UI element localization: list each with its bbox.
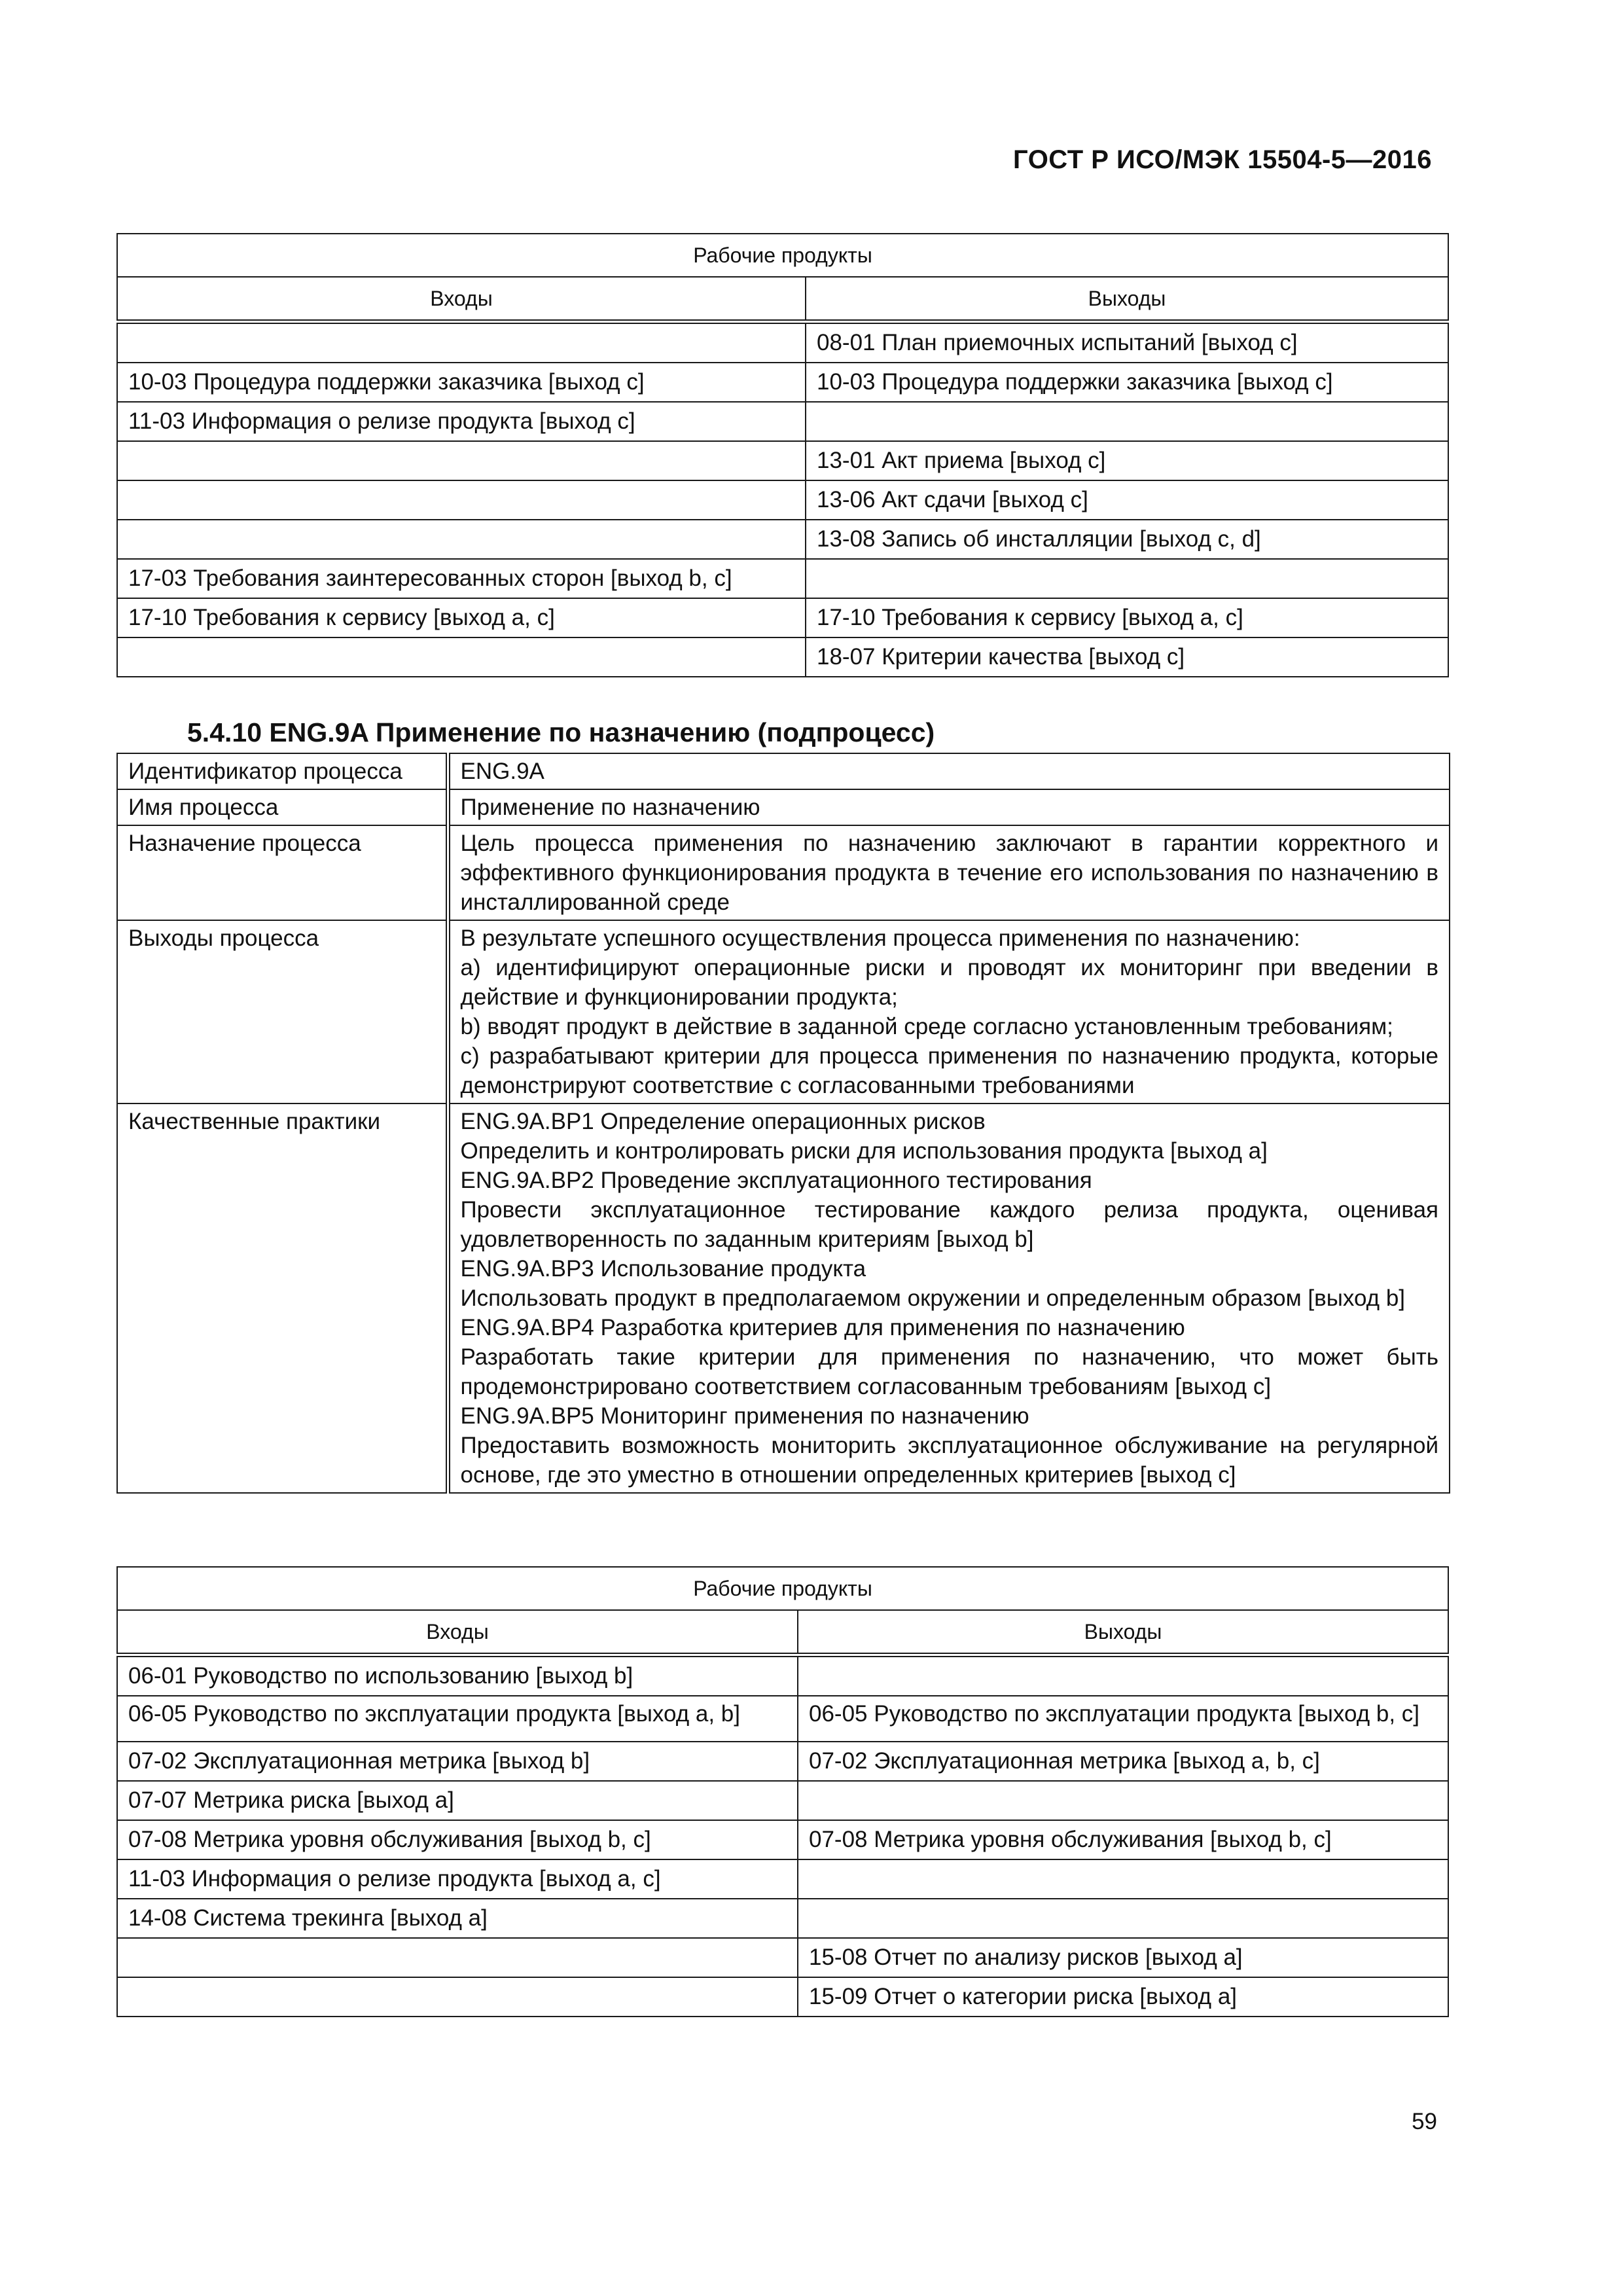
table-row [117,402,1448,441]
process-name-row [117,789,1450,825]
process-purpose-row [117,825,1450,920]
table-row [117,637,1448,677]
practice-description: Провести эксплуатационное тестирование каждого релиза продукта, оценивая удовлетворенность по заданным критериям [выход b] [460,1197,1438,1252]
output-cell: 18-07 Критерии качества [выход c] [806,637,1448,677]
input-cell: 10-03 Процедура поддержки заказчика [выход c] [117,363,806,402]
column-header-inputs: Входы [117,1610,798,1655]
input-cell [117,322,806,363]
outcome-item: c) разрабатывают критерии для процесса применения по назначению продукта, которые демонстрируют соответствие с согласованными требованиями [460,1043,1438,1098]
practice-title: ENG.9A.BP1 Определение операционных рисков [460,1109,986,1134]
practice-title: ENG.9A.BP4 Разработка критериев для применения по назначению [460,1315,1185,1340]
input-cell: 06-05 Руководство по эксплуатации продукта [выход a, b] [117,1696,798,1742]
input-cell: 11-03 Информация о релизе продукта [выход a, c] [117,1859,798,1899]
outcomes-intro: В результате успешного осуществления процесса применения по назначению: [460,925,1300,951]
process-practices-value [448,1103,1450,1493]
table-row [117,480,1448,520]
output-cell [798,1899,1448,1938]
output-cell: 15-09 Отчет о категории риска [выход a] [798,1977,1448,2017]
section-title: 5.4.10 ENG.9A Применение по назначению (подпроцесс) [187,717,935,747]
process-name-value: Применение по назначению [448,789,1450,825]
output-cell: 17-10 Требования к сервису [выход a, c] [806,598,1448,637]
process-table [116,753,1450,1494]
table-row [117,520,1448,559]
output-cell: 10-03 Процедура поддержки заказчика [выход c] [806,363,1448,402]
input-cell [117,480,806,520]
input-cell: 14-08 Система трекинга [выход a] [117,1899,798,1938]
input-cell [117,441,806,480]
table-caption: Рабочие продукты [117,234,1448,277]
input-cell: 11-03 Информация о релизе продукта [выход c] [117,402,806,441]
practice-title: ENG.9A.BP3 Использование продукта [460,1256,866,1282]
table-row [117,1820,1448,1859]
table-row [117,1977,1448,2017]
table-caption: Рабочие продукты [117,1567,1448,1610]
output-cell [806,559,1448,598]
output-cell: 07-02 Эксплуатационная метрика [выход a, b, c] [798,1742,1448,1781]
input-cell [117,1977,798,2017]
column-header-outputs: Выходы [806,277,1448,322]
input-cell [117,637,806,677]
input-cell: 07-08 Метрика уровня обслуживания [выход b, c] [117,1820,798,1859]
output-cell [798,1655,1448,1696]
table-row [117,441,1448,480]
practice-description: Использовать продукт в предполагаемом окружении и определенным образом [выход b] [460,1285,1406,1311]
table-row [117,1938,1448,1977]
output-cell: 06-05 Руководство по эксплуатации продукта [выход b, c] [798,1696,1448,1742]
page-number: 59 [1412,2109,1437,2134]
input-cell: 07-07 Метрика риска [выход a] [117,1781,798,1820]
process-outcomes-label: Выходы процесса [117,920,448,1103]
process-name-label: Имя процесса [117,789,448,825]
output-cell: 07-08 Метрика уровня обслуживания [выход b, c] [798,1820,1448,1859]
process-id-value: ENG.9A [448,753,1450,789]
work-products-table-1 [116,233,1449,677]
table-row [117,1899,1448,1938]
output-cell: 08-01 План приемочных испытаний [выход c] [806,322,1448,363]
output-cell [798,1859,1448,1899]
input-cell: 06-01 Руководство по использованию [выход b] [117,1655,798,1696]
input-cell [117,1938,798,1977]
process-purpose-label: Назначение процесса [117,825,448,920]
table-row [117,363,1448,402]
practice-title: ENG.9A.BP2 Проведение эксплуатационного тестирования [460,1168,1092,1193]
outcome-item: b) вводят продукт в действие в заданной среде согласно установленным требованиям; [460,1014,1393,1039]
column-header-outputs: Выходы [798,1610,1448,1655]
practice-description: Предоставить возможность мониторить эксплуатационное обслуживание на регулярной основе, где это уместно в отношении определенных критериев [выход c] [460,1433,1438,1488]
process-id-row [117,753,1450,789]
practice-title: ENG.9A.BP5 Мониторинг применения по назначению [460,1403,1029,1429]
process-id-label: Идентификатор процесса [117,753,448,789]
table-row [117,1655,1448,1696]
practice-description: Определить и контролировать риски для использования продукта [выход a] [460,1138,1268,1164]
work-products-table-2 [116,1566,1449,2017]
outcome-item: a) идентифицируют операционные риски и проводят их мониторинг при введении в действие и функционировании продукта; [460,955,1438,1010]
output-cell [806,402,1448,441]
table-row [117,559,1448,598]
input-cell: 17-03 Требования заинтересованных сторон [выход b, c] [117,559,806,598]
table-row [117,1696,1448,1742]
output-cell: 13-01 Акт приема [выход c] [806,441,1448,480]
output-cell: 13-08 Запись об инсталляции [выход c, d] [806,520,1448,559]
process-purpose-value: Цель процесса применения по назначению заключают в гарантии корректного и эффективного функционирования продукта в течение его использования по назначению в инсталлированной среде [448,825,1450,920]
output-cell: 15-08 Отчет по анализу рисков [выход a] [798,1938,1448,1977]
practice-description: Разработать такие критерии для применения по назначению, что может быть продемонстрировано соответствием согласованным требованиям [выход c] [460,1344,1438,1399]
table-row [117,1742,1448,1781]
document-header: ГОСТ Р ИСО/МЭК 15504-5—2016 [1013,145,1432,174]
input-cell: 17-10 Требования к сервису [выход a, c] [117,598,806,637]
process-practices-row [117,1103,1450,1493]
process-outcomes-value [448,920,1450,1103]
input-cell [117,520,806,559]
table-row [117,1859,1448,1899]
table-row [117,1781,1448,1820]
table-row [117,598,1448,637]
input-cell: 07-02 Эксплуатационная метрика [выход b] [117,1742,798,1781]
output-cell [798,1781,1448,1820]
column-header-inputs: Входы [117,277,806,322]
process-outcomes-row [117,920,1450,1103]
table-row [117,322,1448,363]
output-cell: 13-06 Акт сдачи [выход c] [806,480,1448,520]
process-practices-label: Качественные практики [117,1103,448,1493]
